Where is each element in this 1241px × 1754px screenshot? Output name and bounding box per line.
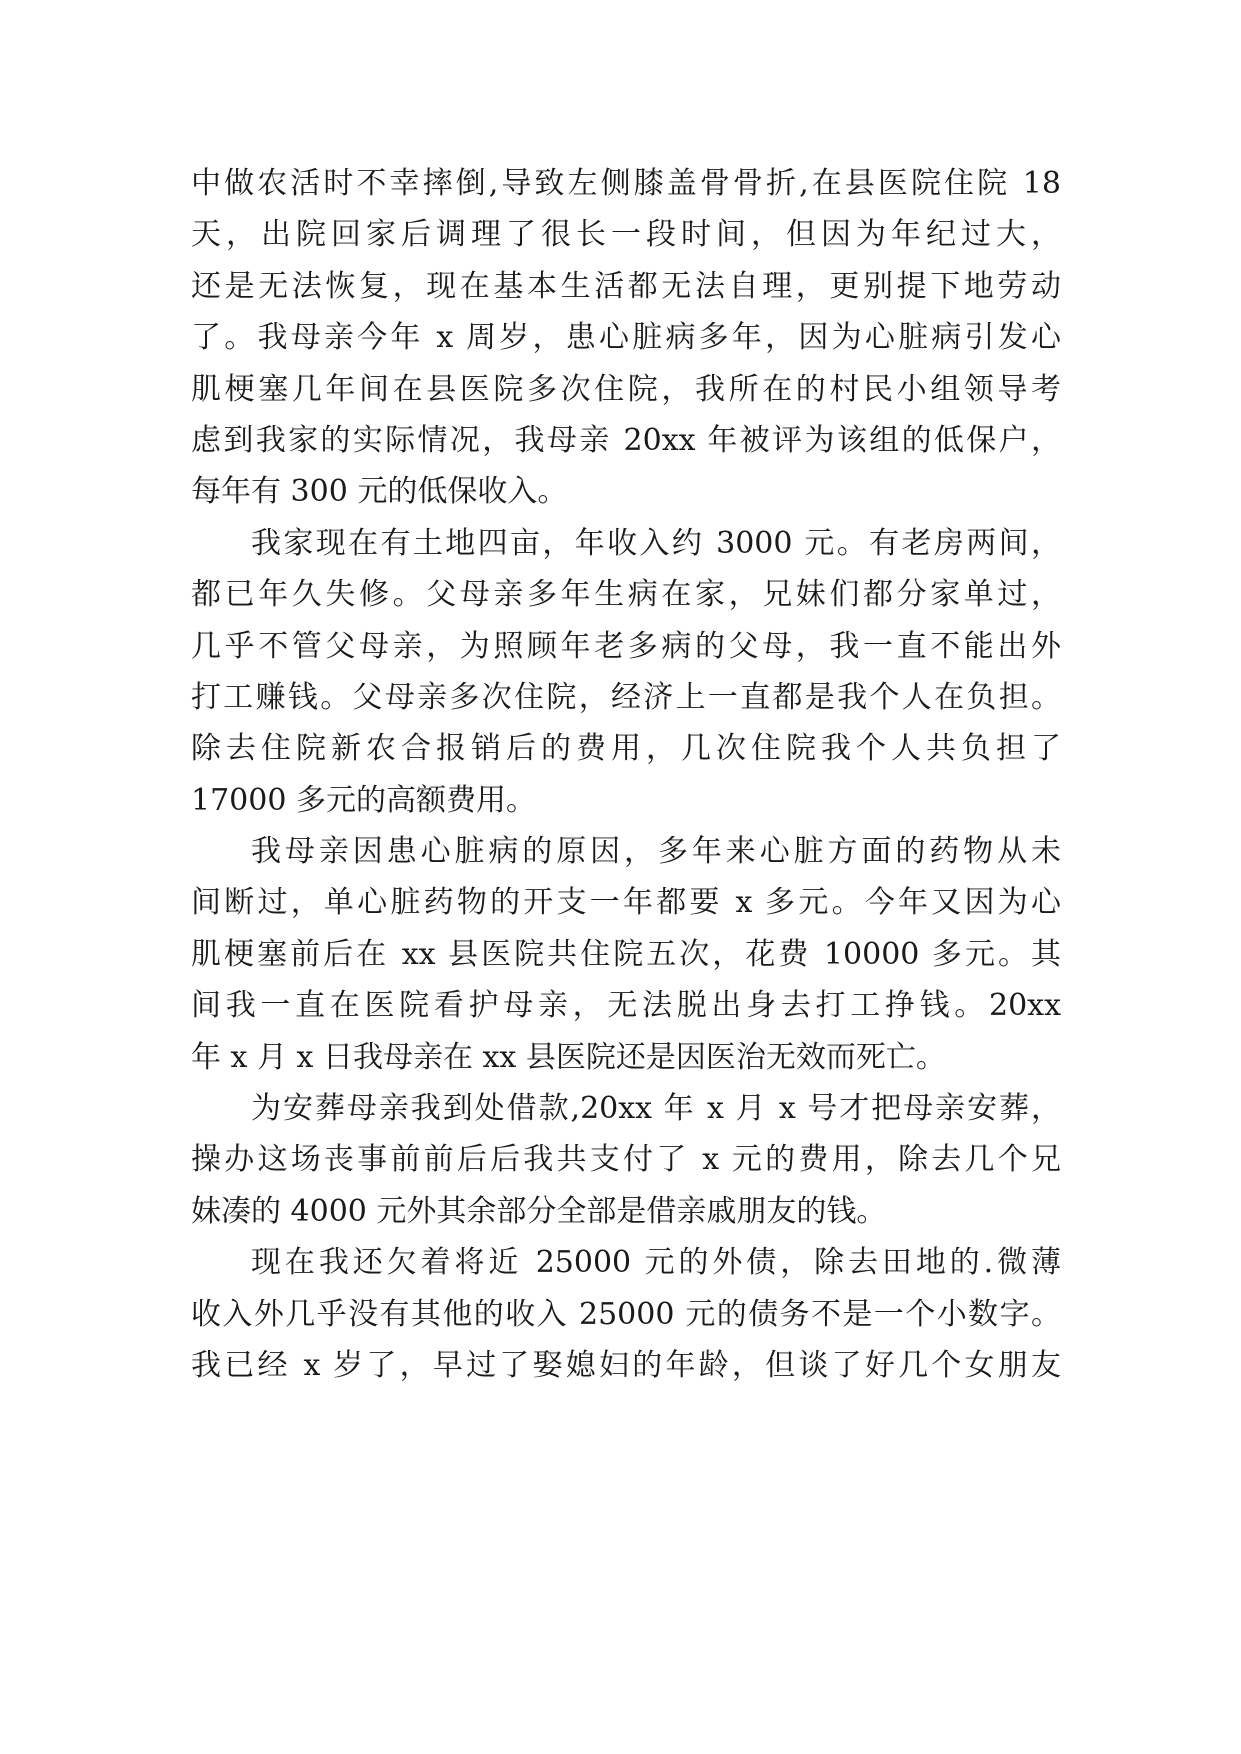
text-line: 肌梗塞几年间在县医院多次住院，我所在的村民小组领导考 <box>191 371 1061 407</box>
text-line: 除去住院新农合报销后的费用，几次住院我个人共负担了 <box>191 731 1061 767</box>
text-line: 17000 多元的高额费用。 <box>191 782 536 818</box>
text-line: 间我一直在医院看护母亲，无法脱出身去打工挣钱。20xx <box>191 988 1061 1024</box>
text-line: 天，出院回家后调理了很长一段时间，但因为年纪过大， <box>191 217 1061 253</box>
paragraph-2 <box>191 518 1061 826</box>
text-line: 虑到我家的实际情况，我母亲 20xx 年被评为该组的低保户， <box>191 422 1061 458</box>
text-line: 收入外几乎没有其他的收入 25000 元的债务不是一个小数字。 <box>191 1296 1061 1332</box>
paragraph-3 <box>191 826 1061 1083</box>
text-line: 都已年久失修。父母亲多年生病在家，兄妹们都分家单过， <box>191 577 1061 613</box>
document-body <box>191 158 1061 1391</box>
text-line: 肌梗塞前后在 xx 县医院共住院五次，花费 10000 多元。其 <box>191 936 1061 972</box>
text-line: 我母亲因患心脏病的原因，多年来心脏方面的药物从未 <box>251 834 1061 870</box>
paragraph-1 <box>191 158 1061 518</box>
paragraph-5 <box>191 1237 1061 1391</box>
text-line: 妹凑的 4000 元外其余部分全部是借亲戚朋友的钱。 <box>191 1193 887 1229</box>
text-line: 每年有 300 元的低保收入。 <box>191 474 568 510</box>
text-line: 为安葬母亲我到处借款,20xx 年 x 月 x 号才把母亲安葬， <box>251 1091 1061 1127</box>
text-line: 还是无法恢复，现在基本生活都无法自理，更别提下地劳动 <box>191 268 1061 304</box>
text-line: 几乎不管父母亲，为照顾年老多病的父母，我一直不能出外 <box>191 628 1061 664</box>
text-line: 打工赚钱。父母亲多次住院，经济上一直都是我个人在负担。 <box>191 679 1061 715</box>
text-line: 现在我还欠着将近 25000 元的外债，除去田地的.微薄 <box>251 1245 1061 1281</box>
text-line: 了。我母亲今年 x 周岁，患心脏病多年，因为心脏病引发心 <box>191 320 1061 356</box>
paragraph-4 <box>191 1083 1061 1237</box>
text-line: 中做农活时不幸摔倒,导致左侧膝盖骨骨折,在县医院住院 18 <box>191 166 1061 201</box>
text-line: 我已经 x 岁了，早过了娶媳妇的年龄，但谈了好几个女朋友 <box>191 1347 1061 1383</box>
text-line: 年 x 月 x 日我母亲在 xx 县医院还是因医治无效而死亡。 <box>191 1039 946 1075</box>
text-line: 操办这场丧事前前后后我共支付了 x 元的费用，除去几个兄 <box>191 1142 1061 1178</box>
text-line: 我家现在有土地四亩，年收入约 3000 元。有老房两间， <box>251 525 1061 561</box>
text-line: 间断过，单心脏药物的开支一年都要 x 多元。今年又因为心 <box>191 885 1061 921</box>
